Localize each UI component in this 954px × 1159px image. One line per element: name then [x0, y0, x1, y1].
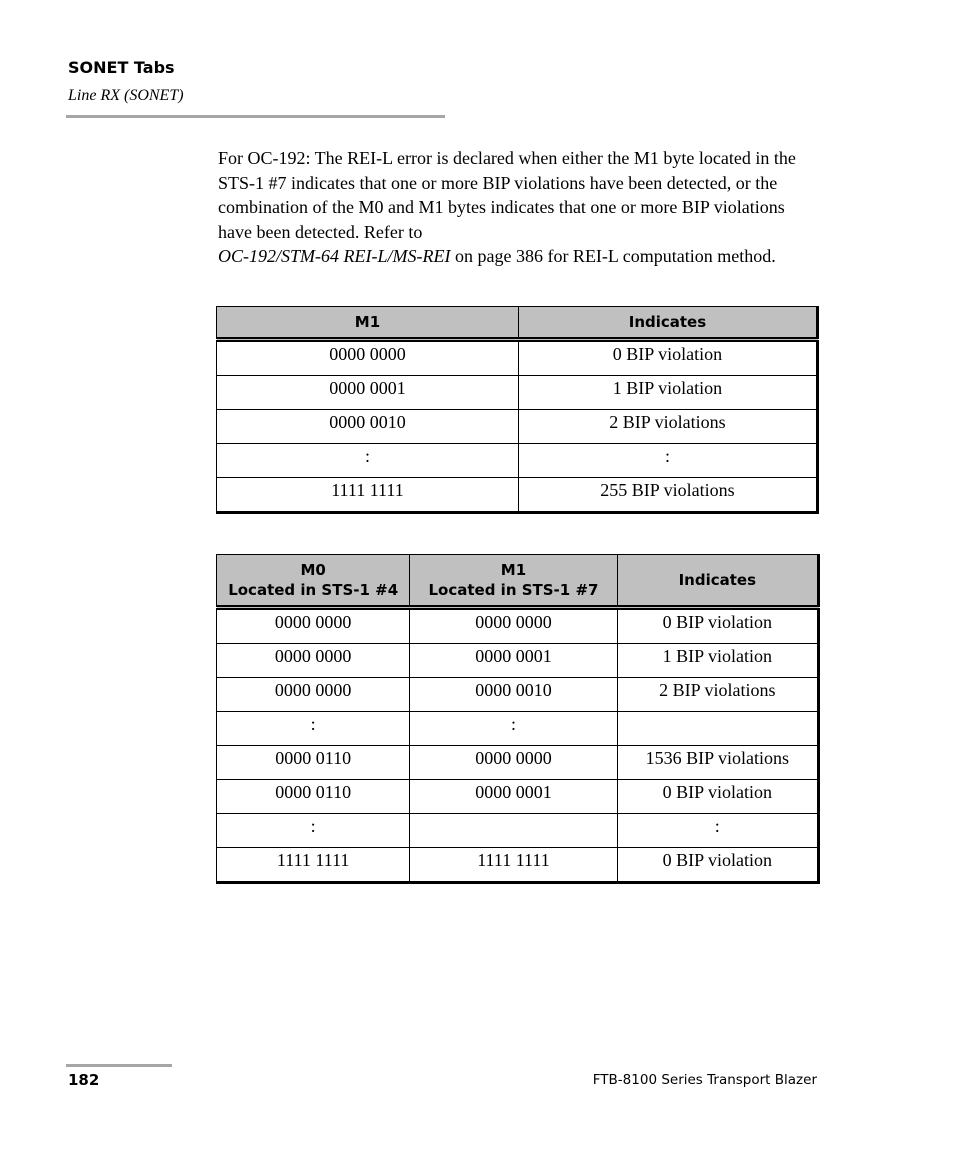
m0-m1-table — [216, 554, 820, 884]
table-cell: 0000 0000 — [217, 340, 519, 376]
page-number: 182 — [68, 1071, 100, 1089]
table-cell: 0000 0000 — [410, 608, 617, 644]
footer-divider — [66, 1064, 172, 1067]
table-header-row — [217, 307, 818, 340]
table-row — [217, 410, 818, 444]
table-cell: 0 BIP violation — [617, 780, 818, 814]
table-cell: 2 BIP violations — [518, 410, 817, 444]
table-cell: 1111 1111 — [217, 848, 410, 883]
table-cell: : — [410, 712, 617, 746]
column-header-m0 — [217, 555, 410, 608]
body-paragraph — [218, 146, 818, 269]
table-row — [217, 814, 819, 848]
table-cell: 0 BIP violation — [617, 848, 818, 883]
table-cell: 0000 0001 — [217, 376, 519, 410]
table-cell: 1111 1111 — [217, 478, 519, 513]
table-row — [217, 746, 819, 780]
table-cell: 0 BIP violation — [518, 340, 817, 376]
table-row — [217, 678, 819, 712]
table-cell: 0000 0000 — [217, 678, 410, 712]
section-title: SONET Tabs — [68, 58, 175, 77]
table-cell: : — [217, 814, 410, 848]
header-line: M1 — [500, 561, 527, 579]
table-cell: 0000 0010 — [410, 678, 617, 712]
table-cell: : — [617, 814, 818, 848]
header-divider — [66, 115, 445, 118]
table-cell: 2 BIP violations — [617, 678, 818, 712]
table-row — [217, 478, 818, 513]
m1-table — [216, 306, 819, 514]
column-header-m1: M1 — [217, 307, 519, 340]
table-cell: 1 BIP violation — [617, 644, 818, 678]
body-text-after: on page 386 for REI-L computation method. — [454, 246, 776, 267]
header-line: Located in STS-1 #4 — [228, 581, 399, 599]
table-cell: 0000 0110 — [217, 780, 410, 814]
table-cell: 1111 1111 — [410, 848, 617, 883]
table-row — [217, 712, 819, 746]
table-cell: 0 BIP violation — [617, 608, 818, 644]
table-header-row — [217, 555, 819, 608]
column-header-indicates: Indicates — [518, 307, 817, 340]
table-cell: 1 BIP violation — [518, 376, 817, 410]
table-cell — [410, 814, 617, 848]
table-cell — [617, 712, 818, 746]
table-row — [217, 608, 819, 644]
table-cell: : — [518, 444, 817, 478]
table-row — [217, 644, 819, 678]
table-row — [217, 340, 818, 376]
table-row — [217, 376, 818, 410]
cross-reference-link[interactable]: OC-192/STM-64 REI-L/MS-REI — [218, 246, 451, 267]
table-cell: 0000 0000 — [217, 608, 410, 644]
table-cell: 0000 0001 — [410, 644, 617, 678]
table-cell: 0000 0001 — [410, 780, 617, 814]
table-cell: 0000 0000 — [217, 644, 410, 678]
subsection-title: Line RX (SONET) — [68, 87, 184, 104]
table-row — [217, 444, 818, 478]
header-line: Indicates — [678, 571, 757, 589]
column-header-indicates — [617, 555, 818, 608]
document-title: FTB-8100 Series Transport Blazer — [592, 1072, 817, 1088]
table-cell: : — [217, 712, 410, 746]
table-cell: 0000 0010 — [217, 410, 519, 444]
header-line: M0 — [300, 561, 326, 579]
table-cell: 255 BIP violations — [518, 478, 817, 513]
body-text-before: For OC-192: The REI-L error is declared when either the M1 byte located in the STS-1 #7 indicates that one or more BIP violations have been detected, or the combination of the M0 and M1 bytes indicates that one or more BIP violations have been detected. Refer to — [218, 148, 796, 242]
table-cell: 0000 0110 — [217, 746, 410, 780]
table-cell: : — [217, 444, 519, 478]
table-cell: 1536 BIP violations — [617, 746, 818, 780]
header-line: Located in STS-1 #7 — [428, 581, 599, 599]
table-row — [217, 780, 819, 814]
table-row — [217, 848, 819, 883]
table-cell: 0000 0000 — [410, 746, 617, 780]
column-header-m1 — [410, 555, 617, 608]
